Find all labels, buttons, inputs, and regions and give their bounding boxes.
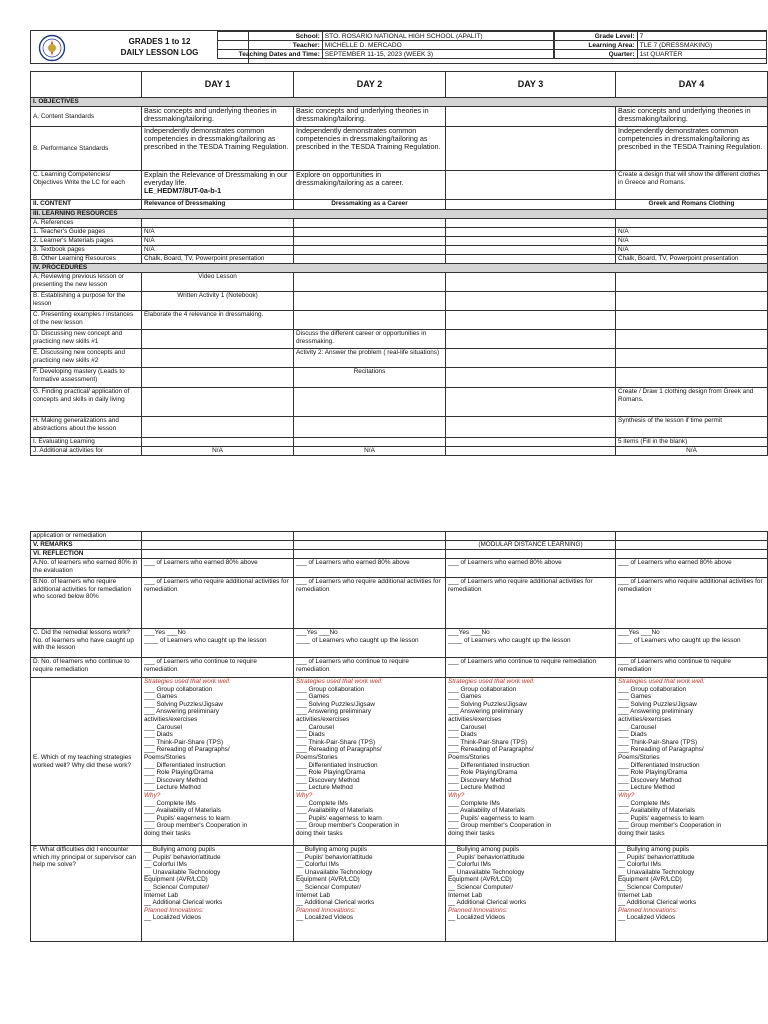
strategy-item: ___ Carousel xyxy=(144,723,183,731)
reflection-c-label: C. Did the remedial lessons work? No. of learners who have caught up with the lesson xyxy=(31,629,142,658)
header xyxy=(30,30,767,64)
difficulty-item: __ Bullying among pupils xyxy=(448,846,520,853)
strategy-item: ___ Lecture Method xyxy=(296,784,353,792)
procedure-j-label-cont: application or remediation xyxy=(31,532,142,541)
strategy-item: Poems/Stories xyxy=(618,753,660,761)
difficulty-item: Internet Lab xyxy=(448,891,483,899)
reflection-d-day2: ___ of Learners who continue to require remediation xyxy=(294,658,446,678)
strategy-item: ___ Games xyxy=(448,693,482,701)
competencies-label: C. Learning Competencies/ Objectives Write the LC for each xyxy=(31,171,142,200)
why-item: ___ Availability of Materials xyxy=(448,807,525,815)
procedure-c-label: C. Presenting examples / instances of the new lesson xyxy=(31,311,142,330)
reflection-f-label: F. What difficulties did I encounter which my principal or supervisor can help me solve? xyxy=(31,846,142,942)
performance-standards-day2: Independently demonstrates common competencies in dressmaking/tailoring as prescribed in the TESDA Training Regulation. xyxy=(294,127,446,171)
difficulty-item: __ Colorful IMs xyxy=(296,861,339,869)
day-1-header: DAY 1 xyxy=(142,72,294,98)
strategy-item: ___ Discovery Method xyxy=(618,776,682,784)
difficulty-item: __ Additional Clerical works xyxy=(296,899,375,907)
school-value: STO. ROSARIO NATIONAL HIGH SCHOOL (APALIT) xyxy=(322,32,553,41)
strategy-item: ___ Discovery Method xyxy=(448,776,512,784)
strategy-item: ___ Solving Puzzles/Jigsaw xyxy=(296,700,375,708)
difficulty-item: __ Unavailable Technology xyxy=(448,868,525,876)
why-item: ___ Pupils' eagerness to learn xyxy=(296,814,382,822)
reflection-e-label: E. Which of my teaching strategies worked well? Why did these work? xyxy=(31,678,142,846)
strategy-item: ___ Solving Puzzles/Jigsaw xyxy=(448,700,527,708)
procedure-e-day2: Activity 2: Answer the problem ( real-life situations) xyxy=(294,349,446,368)
procedure-a-label: A. Reviewing previous lesson or presenting the new lesson xyxy=(31,273,142,292)
strategy-item: ___ Differentiated Instruction xyxy=(618,761,700,769)
teacher-label: Teacher: xyxy=(218,41,323,50)
strategy-item: activities/exercises xyxy=(296,715,350,723)
dates-label: Teaching Dates and Time: xyxy=(218,50,323,59)
day-3-header: DAY 3 xyxy=(446,72,616,98)
strategy-item: ___ Think-Pair-Share (TPS) xyxy=(296,738,376,746)
procedure-d-label: D. Discussing new concept and practicing new skills #1 xyxy=(31,330,142,349)
tg-day1: N/A xyxy=(142,228,294,237)
competency-day1: Explain the Relevance of Dressmaking in our everyday life. xyxy=(144,170,288,188)
content-day4: Greek and Romans Clothing xyxy=(616,200,768,210)
difficulty-item: Equipment (AVR/LCD) xyxy=(144,876,208,884)
procedure-d-day2: Discuss the different career or opportunities in dressmaking. xyxy=(294,330,446,349)
procedure-g-day4: Create / Draw 1 clothing design from Greek and Romans. xyxy=(616,388,768,417)
difficulty-item: __ Pupils' behavior/attitude xyxy=(144,853,221,861)
procedure-j-label: J. Additional activities for xyxy=(31,447,142,456)
teachers-guide-label: 1. Teacher's Guide pages xyxy=(31,228,142,237)
procedure-j-day4: N/A xyxy=(616,447,768,456)
header-right-table xyxy=(554,31,767,59)
why-item: ___ Group member's Cooperation in xyxy=(618,822,722,830)
difficulty-item: __ Localized Videos xyxy=(618,914,676,922)
why-item: ___ Availability of Materials xyxy=(618,807,695,815)
why-item: ___ Complete IMs xyxy=(296,799,348,807)
reflection-d-label: D. No. of learners who continue to require remediation xyxy=(31,658,142,678)
strategy-item: ___ Answering preliminary xyxy=(618,708,693,716)
difficulty-item: Equipment (AVR/LCD) xyxy=(448,876,512,884)
area-value: TLE 7 (DRESSMAKING) xyxy=(637,41,766,50)
strategy-item: activities/exercises xyxy=(448,715,502,723)
textbook-label: 3. Textbook pages xyxy=(31,246,142,255)
difficulties-day3 xyxy=(446,846,616,942)
why-item: ___ Complete IMs xyxy=(448,799,500,807)
why-heading: Why? xyxy=(448,791,465,799)
content-standards-day1: Basic concepts and underlying theories in dressmaking/tailoring. xyxy=(142,107,294,127)
strategy-item: ___ Think-Pair-Share (TPS) xyxy=(144,738,224,746)
strategy-item: ___ Rereading of Paragraphs/ xyxy=(618,746,704,754)
strategies-heading: Strategies used that work well: xyxy=(448,678,535,685)
strategies-day2 xyxy=(294,678,446,846)
reflection-d-day4: ___ of Learners who continue to require remediation xyxy=(616,658,768,678)
difficulty-item: __ Science/ Computer/ xyxy=(144,883,210,891)
strategies-heading: Strategies used that work well: xyxy=(618,678,705,685)
why-heading: Why? xyxy=(296,791,313,799)
difficulty-item: __ Additional Clerical works xyxy=(144,899,223,907)
other-resources-label: B. Other Learning Resources xyxy=(31,255,142,264)
procedure-h-day4: Synthesis of the lesson if time permit xyxy=(616,417,768,438)
reflection-b-day4: ___ of Learners who require additional activities for remediation xyxy=(616,578,768,629)
strategies-day1 xyxy=(142,678,294,846)
strategy-item: ___ Games xyxy=(618,693,652,701)
title-line-2: DAILY LESSON LOG xyxy=(120,48,199,57)
reflection-table xyxy=(30,531,768,942)
procedure-i-day4: 5 items (Fill in the blank) xyxy=(616,438,768,447)
performance-standards-label: B. Performance Standards xyxy=(31,127,142,171)
lm-day1: N/A xyxy=(142,237,294,246)
deped-seal-icon xyxy=(35,34,69,62)
day-2-header: DAY 2 xyxy=(294,72,446,98)
reflection-d-day3: ___ of Learners who continue to require remediation xyxy=(446,658,616,678)
reflection-c-caught-day3: ____ of Learners who caught up the lesson xyxy=(448,636,571,644)
why-item: ___ Pupils' eagerness to learn xyxy=(448,814,534,822)
difficulty-item: __ Bullying among pupils xyxy=(144,846,216,853)
reflection-c-yesno-day1: ___Yes ___No xyxy=(144,629,186,636)
procedure-i-label: I. Evaluating Learning xyxy=(31,438,142,447)
strategy-item: ___ Role Playing/Drama xyxy=(144,769,214,777)
difficulty-item: __ Pupils' behavior/attitude xyxy=(448,853,525,861)
why-item: ___ Complete IMs xyxy=(618,799,670,807)
procedure-e-label: E. Discussing new concepts and practicing new skills #2 xyxy=(31,349,142,368)
difficulty-item: __ Additional Clerical works xyxy=(448,899,527,907)
strategy-item: ___ Games xyxy=(144,693,178,701)
content-standards-label: A. Content Standards xyxy=(31,107,142,127)
procedures-section: IV. PROCEDURES xyxy=(31,264,768,273)
procedure-f-day2: Recitations xyxy=(294,368,446,388)
learners-materials-label: 2. Learner's Materials pages xyxy=(31,237,142,246)
strategy-item: ___ Discovery Method xyxy=(296,776,360,784)
references-label: A. References xyxy=(31,219,142,228)
header-left-table xyxy=(217,31,554,59)
area-label: Learning Area: xyxy=(555,41,638,50)
why-item: doing their tasks xyxy=(144,829,191,837)
difficulties-day4 xyxy=(616,846,768,942)
strategy-item: ___ Diads xyxy=(618,731,647,739)
resources-section: III. LEARNING RESOURCES xyxy=(31,210,768,219)
strategy-item: ___ Carousel xyxy=(296,723,335,731)
quarter-value: 1st QUARTER xyxy=(637,50,766,59)
reflection-a-day4: ___ of Learners who earned 80% above xyxy=(616,559,768,578)
why-item: ___ Pupils' eagerness to learn xyxy=(618,814,704,822)
grade-label: Grade Level: xyxy=(555,32,638,41)
why-heading: Why? xyxy=(618,791,635,799)
reflection-c-yesno-day4: ___Yes ___No xyxy=(618,629,660,636)
difficulty-item: __ Science/ Computer/ xyxy=(296,883,362,891)
strategy-item: ___ Rereading of Paragraphs/ xyxy=(144,746,230,754)
day-header-row xyxy=(31,72,768,98)
day-4-header: DAY 4 xyxy=(616,72,768,98)
strategy-item: Poems/Stories xyxy=(448,753,490,761)
strategy-item: ___ Answering preliminary xyxy=(448,708,523,716)
content-section: II. CONTENT xyxy=(31,200,142,210)
other-resources-day1: Chalk, Board, TV, Powerpoint presentation xyxy=(142,255,294,264)
why-item: ___ Group member's Cooperation in xyxy=(448,822,552,830)
strategy-item: ___ Differentiated Instruction xyxy=(144,761,226,769)
difficulties-day2 xyxy=(294,846,446,942)
strategy-item: ___ Rereading of Paragraphs/ xyxy=(448,746,534,754)
difficulty-item: __ Localized Videos xyxy=(144,914,202,922)
difficulty-item: Internet Lab xyxy=(144,891,179,899)
lm-day4: N/A xyxy=(616,237,768,246)
strategy-item: ___ Solving Puzzles/Jigsaw xyxy=(618,700,697,708)
reflection-c-caught-day1: ____ of Learners who caught up the lesson xyxy=(144,636,267,644)
procedure-a-day1: Video Lesson xyxy=(142,273,294,292)
procedure-h-label: H. Making generalizations and abstractions about the lesson xyxy=(31,417,142,438)
strategy-item: ___ Lecture Method xyxy=(618,784,675,792)
reflection-b-day1: ___ of Learners who require additional activities for remediation xyxy=(142,578,294,629)
competency-day4: Create a design that will show the different clothes in Greece and Romans. xyxy=(616,171,768,200)
difficulty-item: Internet Lab xyxy=(618,891,653,899)
reflection-c-caught-day4: ____ of Learners who caught up the lesson xyxy=(618,636,741,644)
difficulty-item: Equipment (AVR/LCD) xyxy=(296,876,360,884)
strategy-item: ___ Rereading of Paragraphs/ xyxy=(296,746,382,754)
reflection-a-day2: ___ of Learners who earned 80% above xyxy=(294,559,446,578)
strategy-item: ___ Group collaboration xyxy=(144,685,213,693)
reflection-b-day2: ___ of Learners who require additional activities for remediation xyxy=(294,578,446,629)
strategy-item: ___ Diads xyxy=(448,731,477,739)
lesson-table xyxy=(30,71,768,456)
reflection-c-yesno-day3: ___Yes ___No xyxy=(448,629,490,636)
procedure-c-day1: Elaborate the 4 relevance in dressmaking. xyxy=(142,311,294,330)
strategy-item: ___ Group collaboration xyxy=(296,685,365,693)
difficulty-item: Equipment (AVR/LCD) xyxy=(618,876,682,884)
tb-day4: N/A xyxy=(616,246,768,255)
strategy-item: ___ Differentiated Instruction xyxy=(296,761,378,769)
content-standards-day2: Basic concepts and underlying theories in dressmaking/tailoring. xyxy=(294,107,446,127)
difficulty-item: __ Pupils' behavior/attitude xyxy=(296,853,373,861)
difficulty-item: __ Pupils' behavior/attitude xyxy=(618,853,695,861)
content-standards-day4: Basic concepts and underlying theories in dressmaking/tailoring. xyxy=(616,107,768,127)
difficulty-item: __ Science/ Computer/ xyxy=(618,883,684,891)
strategies-heading: Strategies used that work well: xyxy=(144,678,231,685)
reflection-c-caught-day2: ____ of Learners who caught up the lesson xyxy=(296,636,419,644)
difficulty-item: __ Colorful IMs xyxy=(448,861,491,869)
school-label: School: xyxy=(218,32,323,41)
difficulty-item: Internet Lab xyxy=(296,891,331,899)
strategy-item: ___ Think-Pair-Share (TPS) xyxy=(618,738,698,746)
strategy-item: ___ Answering preliminary xyxy=(296,708,371,716)
why-item: ___ Group member's Cooperation in xyxy=(296,822,400,830)
objectives-section: I. OBJECTIVES xyxy=(31,98,768,107)
strategy-item: ___ Group collaboration xyxy=(618,685,687,693)
grade-value: 7 xyxy=(637,32,766,41)
reflection-a-day1: ___ of Learners who earned 80% above xyxy=(142,559,294,578)
procedure-f-label: F. Developing mastery (Leads to formative assessment) xyxy=(31,368,142,388)
why-item: doing their tasks xyxy=(296,829,343,837)
remarks-section: V. REMARKS xyxy=(31,541,142,550)
planned-innovations-heading: Planned Innovations: xyxy=(144,906,204,914)
title-line-1: GRADES 1 to 12 xyxy=(128,37,191,46)
strategy-item: ___ Role Playing/Drama xyxy=(296,769,366,777)
dates-value: SEPTEMBER 11-15, 2023 (WEEK 3) xyxy=(322,50,553,59)
why-item: ___ Group member's Cooperation in xyxy=(144,822,248,830)
difficulty-item: __ Bullying among pupils xyxy=(296,846,368,853)
competency-code-day1: LE_HEDM7/8UT-0a-b-1 xyxy=(144,186,222,196)
reflection-a-label: A.No. of learners who earned 80% in the evaluation xyxy=(31,559,142,578)
strategy-item: ___ Solving Puzzles/Jigsaw xyxy=(144,700,223,708)
difficulty-item: __ Unavailable Technology xyxy=(296,868,373,876)
planned-innovations-heading: Planned Innovations: xyxy=(296,906,356,914)
planned-innovations-heading: Planned Innovations: xyxy=(448,906,508,914)
why-item: doing their tasks xyxy=(618,829,665,837)
procedure-b-day1: Written Activity 1 (Notebook) xyxy=(142,292,294,311)
strategy-item: ___ Role Playing/Drama xyxy=(448,769,518,777)
procedure-g-label: G. Finding practical/ application of concepts and skills in daily living xyxy=(31,388,142,417)
strategy-item: Poems/Stories xyxy=(296,753,338,761)
why-item: ___ Complete IMs xyxy=(144,799,196,807)
teacher-value: MICHELLE D. MERCADO xyxy=(322,41,553,50)
difficulty-item: __ Additional Clerical works xyxy=(618,899,697,907)
strategy-item: ___ Diads xyxy=(144,731,173,739)
performance-standards-day1: Independently demonstrates common competencies in dressmaking/tailoring as prescribed in the TESDA Training Regulation. xyxy=(142,127,294,171)
strategy-item: ___ Lecture Method xyxy=(448,784,505,792)
why-item: ___ Pupils' eagerness to learn xyxy=(144,814,230,822)
why-heading: Why? xyxy=(144,791,161,799)
procedure-b-label: B. Establishing a purpose for the lesson xyxy=(31,292,142,311)
strategy-item: activities/exercises xyxy=(144,715,198,723)
strategy-item: ___ Games xyxy=(296,693,330,701)
strategy-item: ___ Differentiated Instruction xyxy=(448,761,530,769)
strategy-item: ___ Role Playing/Drama xyxy=(618,769,688,777)
difficulty-item: __ Localized Videos xyxy=(296,914,354,922)
strategies-heading: Strategies used that work well: xyxy=(296,678,383,685)
strategy-item: ___ Think-Pair-Share (TPS) xyxy=(448,738,528,746)
reflection-a-day3: ___ of Learners who earned 80% above xyxy=(446,559,616,578)
difficulty-item: __ Localized Videos xyxy=(448,914,506,922)
strategy-item: ___ Group collaboration xyxy=(448,685,517,693)
difficulty-item: __ Colorful IMs xyxy=(144,861,187,869)
tg-day4: N/A xyxy=(616,228,768,237)
remarks-day3: (MODULAR DISTANCE LEARNING) xyxy=(446,541,616,550)
other-resources-day4: Chalk, Board, TV, Powerpoint presentation xyxy=(616,255,768,264)
strategy-item: ___ Answering preliminary xyxy=(144,708,219,716)
procedure-j-day2: N/A xyxy=(294,447,446,456)
difficulty-item: __ Bullying among pupils xyxy=(618,846,690,853)
content-day2: Dressmaking as a Career xyxy=(294,200,446,210)
performance-standards-day4: Independently demonstrates common competencies in dressmaking/tailoring as prescribed in the TESDA Training Regulation. xyxy=(616,127,768,171)
strategy-item: activities/exercises xyxy=(618,715,672,723)
tb-day1: N/A xyxy=(142,246,294,255)
strategy-item: ___ Carousel xyxy=(618,723,657,731)
planned-innovations-heading: Planned Innovations: xyxy=(618,906,678,914)
reflection-c-yesno-day2: ___Yes ___No xyxy=(296,629,338,636)
reflection-section: VI. REFLECTION xyxy=(31,550,142,559)
strategy-item: ___ Discovery Method xyxy=(144,776,208,784)
strategies-day3 xyxy=(446,678,616,846)
strategies-day4 xyxy=(616,678,768,846)
strategy-item: ___ Lecture Method xyxy=(144,784,201,792)
procedure-j-day1: N/A xyxy=(142,447,294,456)
difficulty-item: __ Unavailable Technology xyxy=(618,868,695,876)
why-item: ___ Availability of Materials xyxy=(144,807,221,815)
strategy-item: ___ Diads xyxy=(296,731,325,739)
difficulty-item: __ Unavailable Technology xyxy=(144,868,221,876)
reflection-d-day1: ___ of Learners who continue to require remediation xyxy=(142,658,294,678)
reflection-b-day3: ___ of Learners who require additional activities for remediation xyxy=(446,578,616,629)
why-item: ___ Availability of Materials xyxy=(296,807,373,815)
difficulty-item: __ Science/ Computer/ xyxy=(448,883,514,891)
competency-day2: Explore on opportunities in dressmaking/tailoring as a career. xyxy=(294,171,446,200)
strategy-item: ___ Carousel xyxy=(448,723,487,731)
content-day1: Relevance of Dressmaking xyxy=(142,200,294,210)
reflection-b-label: B.No. of learners who require additional activities for remediation who scored below 80% xyxy=(31,578,142,629)
quarter-label: Quarter: xyxy=(555,50,638,59)
why-item: doing their tasks xyxy=(448,829,495,837)
strategy-item: Poems/Stories xyxy=(144,753,186,761)
difficulty-item: __ Colorful IMs xyxy=(618,861,661,869)
difficulties-day1 xyxy=(142,846,294,942)
